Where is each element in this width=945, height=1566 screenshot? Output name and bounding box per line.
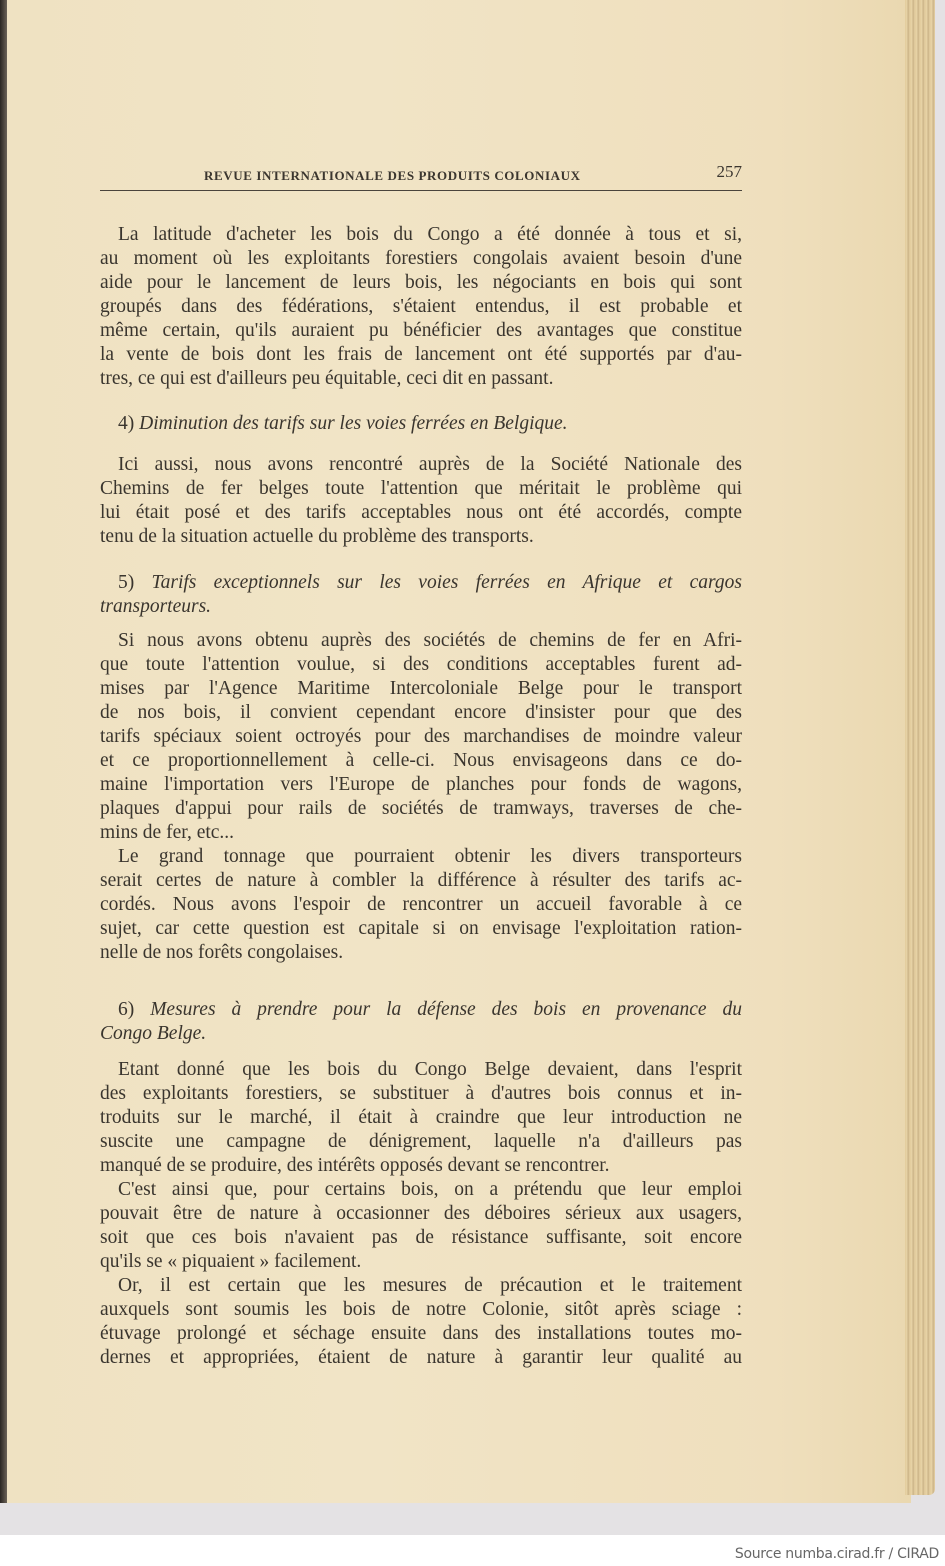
paragraph bbox=[100, 1178, 742, 1274]
text-line: Or, il est certain que les mesures de précaution et le traitement bbox=[118, 1275, 742, 1296]
paragraph bbox=[100, 845, 742, 965]
text-line: au moment où les exploitants forestiers congolais avaient besoin d'une bbox=[100, 248, 742, 269]
text-line: nelle de nos forêts congolaises. bbox=[100, 942, 344, 963]
paragraph bbox=[100, 223, 742, 391]
heading-line: 4) Diminution des tarifs sur les voies ferrées en Belgique. bbox=[118, 413, 568, 434]
text-line: Chemins de fer belges toute l'attention que méritait le problème qui bbox=[100, 478, 742, 499]
paragraph bbox=[100, 1058, 742, 1178]
source-credit: Source numba.cirad.fr / CIRAD bbox=[734, 1546, 939, 1562]
section-heading bbox=[100, 412, 742, 436]
text-line: La latitude d'acheter les bois du Congo a été donnée à tous et si, bbox=[118, 224, 742, 245]
text-line: étuvage prolongé et séchage ensuite dans des installations toutes mo- bbox=[100, 1323, 742, 1344]
heading-line: 6) Mesures à prendre pour la défense des bois en provenance du bbox=[118, 999, 742, 1020]
text-line: serait certes de nature à combler la différence à résulter des tarifs ac- bbox=[100, 870, 742, 891]
text-line: dernes et appropriées, étaient de nature à garantir leur qualité au bbox=[100, 1347, 742, 1368]
section-heading bbox=[100, 571, 742, 619]
text-line: qu'ils se « piquaient » facilement. bbox=[100, 1251, 362, 1272]
text-line: tres, ce qui est d'ailleurs peu équitable, ceci dit en passant. bbox=[100, 368, 554, 389]
text-line: soit que ces bois n'avaient pas de résistance suffisante, soit encore bbox=[100, 1227, 742, 1248]
text-line: troduits sur le marché, il était à craindre que leur introduction ne bbox=[100, 1107, 742, 1128]
text-line: sujet, car cette question est capitale si on envisage l'exploitation ration- bbox=[100, 918, 742, 939]
text-line: aide pour le lancement de leurs bois, les négociants en bois qui sont bbox=[100, 272, 742, 293]
text-line: mins de fer, etc... bbox=[100, 822, 235, 843]
text-line: même certain, qu'ils auraient pu bénéficier des avantages que constitue bbox=[100, 320, 742, 341]
text-line: pouvait être de nature à occasionner des déboires sérieux aux usagers, bbox=[100, 1203, 742, 1224]
text-line: cordés. Nous avons l'espoir de rencontrer un accueil favorable à ce bbox=[100, 894, 742, 915]
text-line: manqué de se produire, des intérêts opposés devant se rencontrer. bbox=[100, 1155, 610, 1176]
text-line: Ici aussi, nous avons rencontré auprès de la Société Nationale des bbox=[118, 454, 742, 475]
heading-line: transporteurs. bbox=[100, 596, 212, 617]
binding-edge bbox=[0, 0, 7, 1503]
heading-line: 5) Tarifs exceptionnels sur les voies ferrées en Afrique et cargos bbox=[118, 572, 742, 593]
text-line: Si nous avons obtenu auprès des sociétés de chemins de fer en Afri- bbox=[118, 630, 742, 651]
text-line: Etant donné que les bois du Congo Belge devaient, dans l'esprit bbox=[118, 1059, 742, 1080]
text-line: de nos bois, il convient cependant encore d'insister pour que des bbox=[100, 702, 742, 723]
page-number: 257 bbox=[716, 162, 742, 181]
text-line: que toute l'attention voulue, si des conditions acceptables furent ad- bbox=[100, 654, 742, 675]
heading-line: Congo Belge. bbox=[100, 1023, 207, 1044]
text-line: lui était posé et des tarifs acceptables nous ont été accordés, compte bbox=[100, 502, 742, 523]
section-heading bbox=[100, 998, 742, 1046]
text-line: groupés dans des fédérations, s'étaient entendus, il est probable et bbox=[100, 296, 742, 317]
text-line: la vente de bois dont les frais de lancement ont été supportés par d'au- bbox=[100, 344, 742, 365]
text-line: plaques d'appui pour rails de sociétés de tramways, traverses de che- bbox=[100, 798, 742, 819]
text-line: suscite une campagne de dénigrement, laquelle n'a d'ailleurs pas bbox=[100, 1131, 742, 1152]
running-title: REVUE INTERNATIONALE DES PRODUITS COLONIAUX bbox=[204, 168, 581, 183]
text-line: maine l'importation vers l'Europe de planches pour fonds de wagons, bbox=[100, 774, 742, 795]
page-stack-edge bbox=[905, 0, 935, 1495]
text-line: et ce proportionnellement à celle-ci. Nous envisageons dans ce do- bbox=[100, 750, 742, 771]
text-line: des exploitants forestiers, se substituer à d'autres bois connus et in- bbox=[100, 1083, 742, 1104]
paragraph bbox=[100, 453, 742, 549]
text-line: auxquels sont soumis les bois de notre Colonie, sitôt après sciage : bbox=[100, 1299, 742, 1320]
paragraph bbox=[100, 629, 742, 845]
text-line: tarifs spéciaux soient octroyés pour des marchandises de moindre valeur bbox=[100, 726, 742, 747]
text-line: tenu de la situation actuelle du problème des transports. bbox=[100, 526, 534, 547]
running-header bbox=[100, 160, 742, 191]
paragraph bbox=[100, 1274, 742, 1370]
text-line: mises par l'Agence Maritime Intercoloniale Belge pour le transport bbox=[100, 678, 742, 699]
text-line: Le grand tonnage que pourraient obtenir les divers transporteurs bbox=[118, 846, 742, 867]
text-line: C'est ainsi que, pour certains bois, on a prétendu que leur emploi bbox=[118, 1179, 742, 1200]
